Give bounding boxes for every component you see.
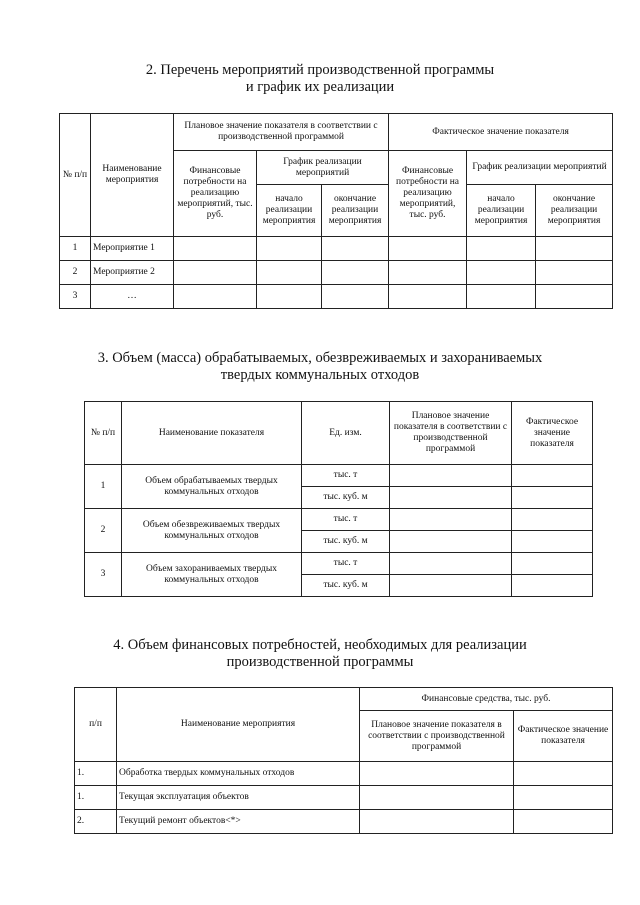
s3-header-unit: Ед. изм. <box>302 402 390 465</box>
section4-title-line2: производственной программы <box>226 654 414 670</box>
s4-row-name: Текущий ремонт объектов<*> <box>117 810 360 834</box>
s3-header-name: Наименование показателя <box>122 402 302 465</box>
s4-header-funds: Финансовые средства, тыс. руб. <box>360 688 613 711</box>
s2-header-schedule-planned: График реализации мероприятий <box>257 151 389 185</box>
s3-row-name: Объем обрабатываемых твердых коммунальных отходов <box>122 465 302 509</box>
s2-row-name: Мероприятие 1 <box>91 237 174 261</box>
s3-row-unit: тыс. куб. м <box>302 531 390 553</box>
s3-header-num: № п/п <box>85 402 122 465</box>
s3-row-num: 2 <box>85 509 122 553</box>
s2-row-num: 3 <box>60 285 91 309</box>
s3-row-unit: тыс. т <box>302 509 390 531</box>
s3-header-planned: Плановое значение показателя в соответствии с производственной программой <box>390 402 512 465</box>
table-row <box>85 509 593 531</box>
s4-row-name: Текущая эксплуатация объектов <box>117 786 360 810</box>
section3-title-line1: 3. Объем (масса) обрабатываемых, обезвреживаемых и захораниваемых <box>97 350 543 366</box>
table-row <box>75 762 613 786</box>
table-row <box>60 237 613 261</box>
table-row <box>60 285 613 309</box>
s4-header-actual: Фактическое значение показателя <box>514 711 613 762</box>
s2-header-finance-actual: Финансовые потребности на реализацию мероприятий, тыс. руб. <box>389 151 467 237</box>
s2-row-num: 1 <box>60 237 91 261</box>
table-row <box>75 810 613 834</box>
section2-title <box>0 62 640 96</box>
section2-title-line2: и график их реализации <box>245 79 395 95</box>
section2-title-line1: 2. Перечень мероприятий производственной программы <box>145 62 495 78</box>
s4-row-num: 2. <box>75 810 117 834</box>
s3-row-name: Объем обезвреживаемых твердых коммунальных отходов <box>122 509 302 553</box>
s2-header-start-planned: начало реализации мероприятия <box>257 185 322 237</box>
table-row <box>60 261 613 285</box>
section3-title <box>0 350 640 384</box>
section4-title-line1: 4. Объем финансовых потребностей, необходимых для реализации <box>113 637 527 653</box>
table-row <box>85 465 593 487</box>
s2-header-finance-planned: Финансовые потребности на реализацию мероприятий, тыс. руб. <box>174 151 257 237</box>
s3-row-num: 1 <box>85 465 122 509</box>
section4-title <box>0 637 640 671</box>
s4-header-num: п/п <box>75 688 117 762</box>
s2-header-name: Наименование мероприятия <box>91 114 174 237</box>
s4-row-num: 1. <box>75 762 117 786</box>
s2-header-start-actual: начало реализации мероприятия <box>467 185 536 237</box>
s4-row-name: Обработка твердых коммунальных отходов <box>117 762 360 786</box>
section4-table <box>74 687 613 834</box>
s3-row-name: Объем захораниваемых твердых коммунальных отходов <box>122 553 302 597</box>
s2-row-num: 2 <box>60 261 91 285</box>
s3-row-unit: тыс. т <box>302 465 390 487</box>
s2-header-planned: Плановое значение показателя в соответствии с производственной программой <box>174 114 389 151</box>
s2-header-end-actual: окончание реализации мероприятия <box>536 185 613 237</box>
section3-title-line2: твердых коммунальных отходов <box>220 367 420 383</box>
s3-row-num: 3 <box>85 553 122 597</box>
s4-header-planned: Плановое значение показателя в соответствии с производственной программой <box>360 711 514 762</box>
s4-row-num: 1. <box>75 786 117 810</box>
s4-header-name: Наименование мероприятия <box>117 688 360 762</box>
s2-row-name: Мероприятие 2 <box>91 261 174 285</box>
s2-header-schedule-actual: График реализации мероприятий <box>467 151 613 185</box>
s2-header-actual: Фактическое значение показателя <box>389 114 613 151</box>
s2-row-name: … <box>91 285 174 309</box>
s3-row-unit: тыс. куб. м <box>302 575 390 597</box>
s2-header-end-planned: окончание реализации мероприятия <box>322 185 389 237</box>
s3-row-unit: тыс. т <box>302 553 390 575</box>
table-row <box>85 553 593 575</box>
table-row <box>75 786 613 810</box>
s3-row-unit: тыс. куб. м <box>302 487 390 509</box>
s2-header-num: № п/п <box>60 114 91 237</box>
section2-table <box>59 113 613 309</box>
s3-header-actual: Фактическое значение показателя <box>512 402 593 465</box>
section3-table <box>84 401 593 597</box>
